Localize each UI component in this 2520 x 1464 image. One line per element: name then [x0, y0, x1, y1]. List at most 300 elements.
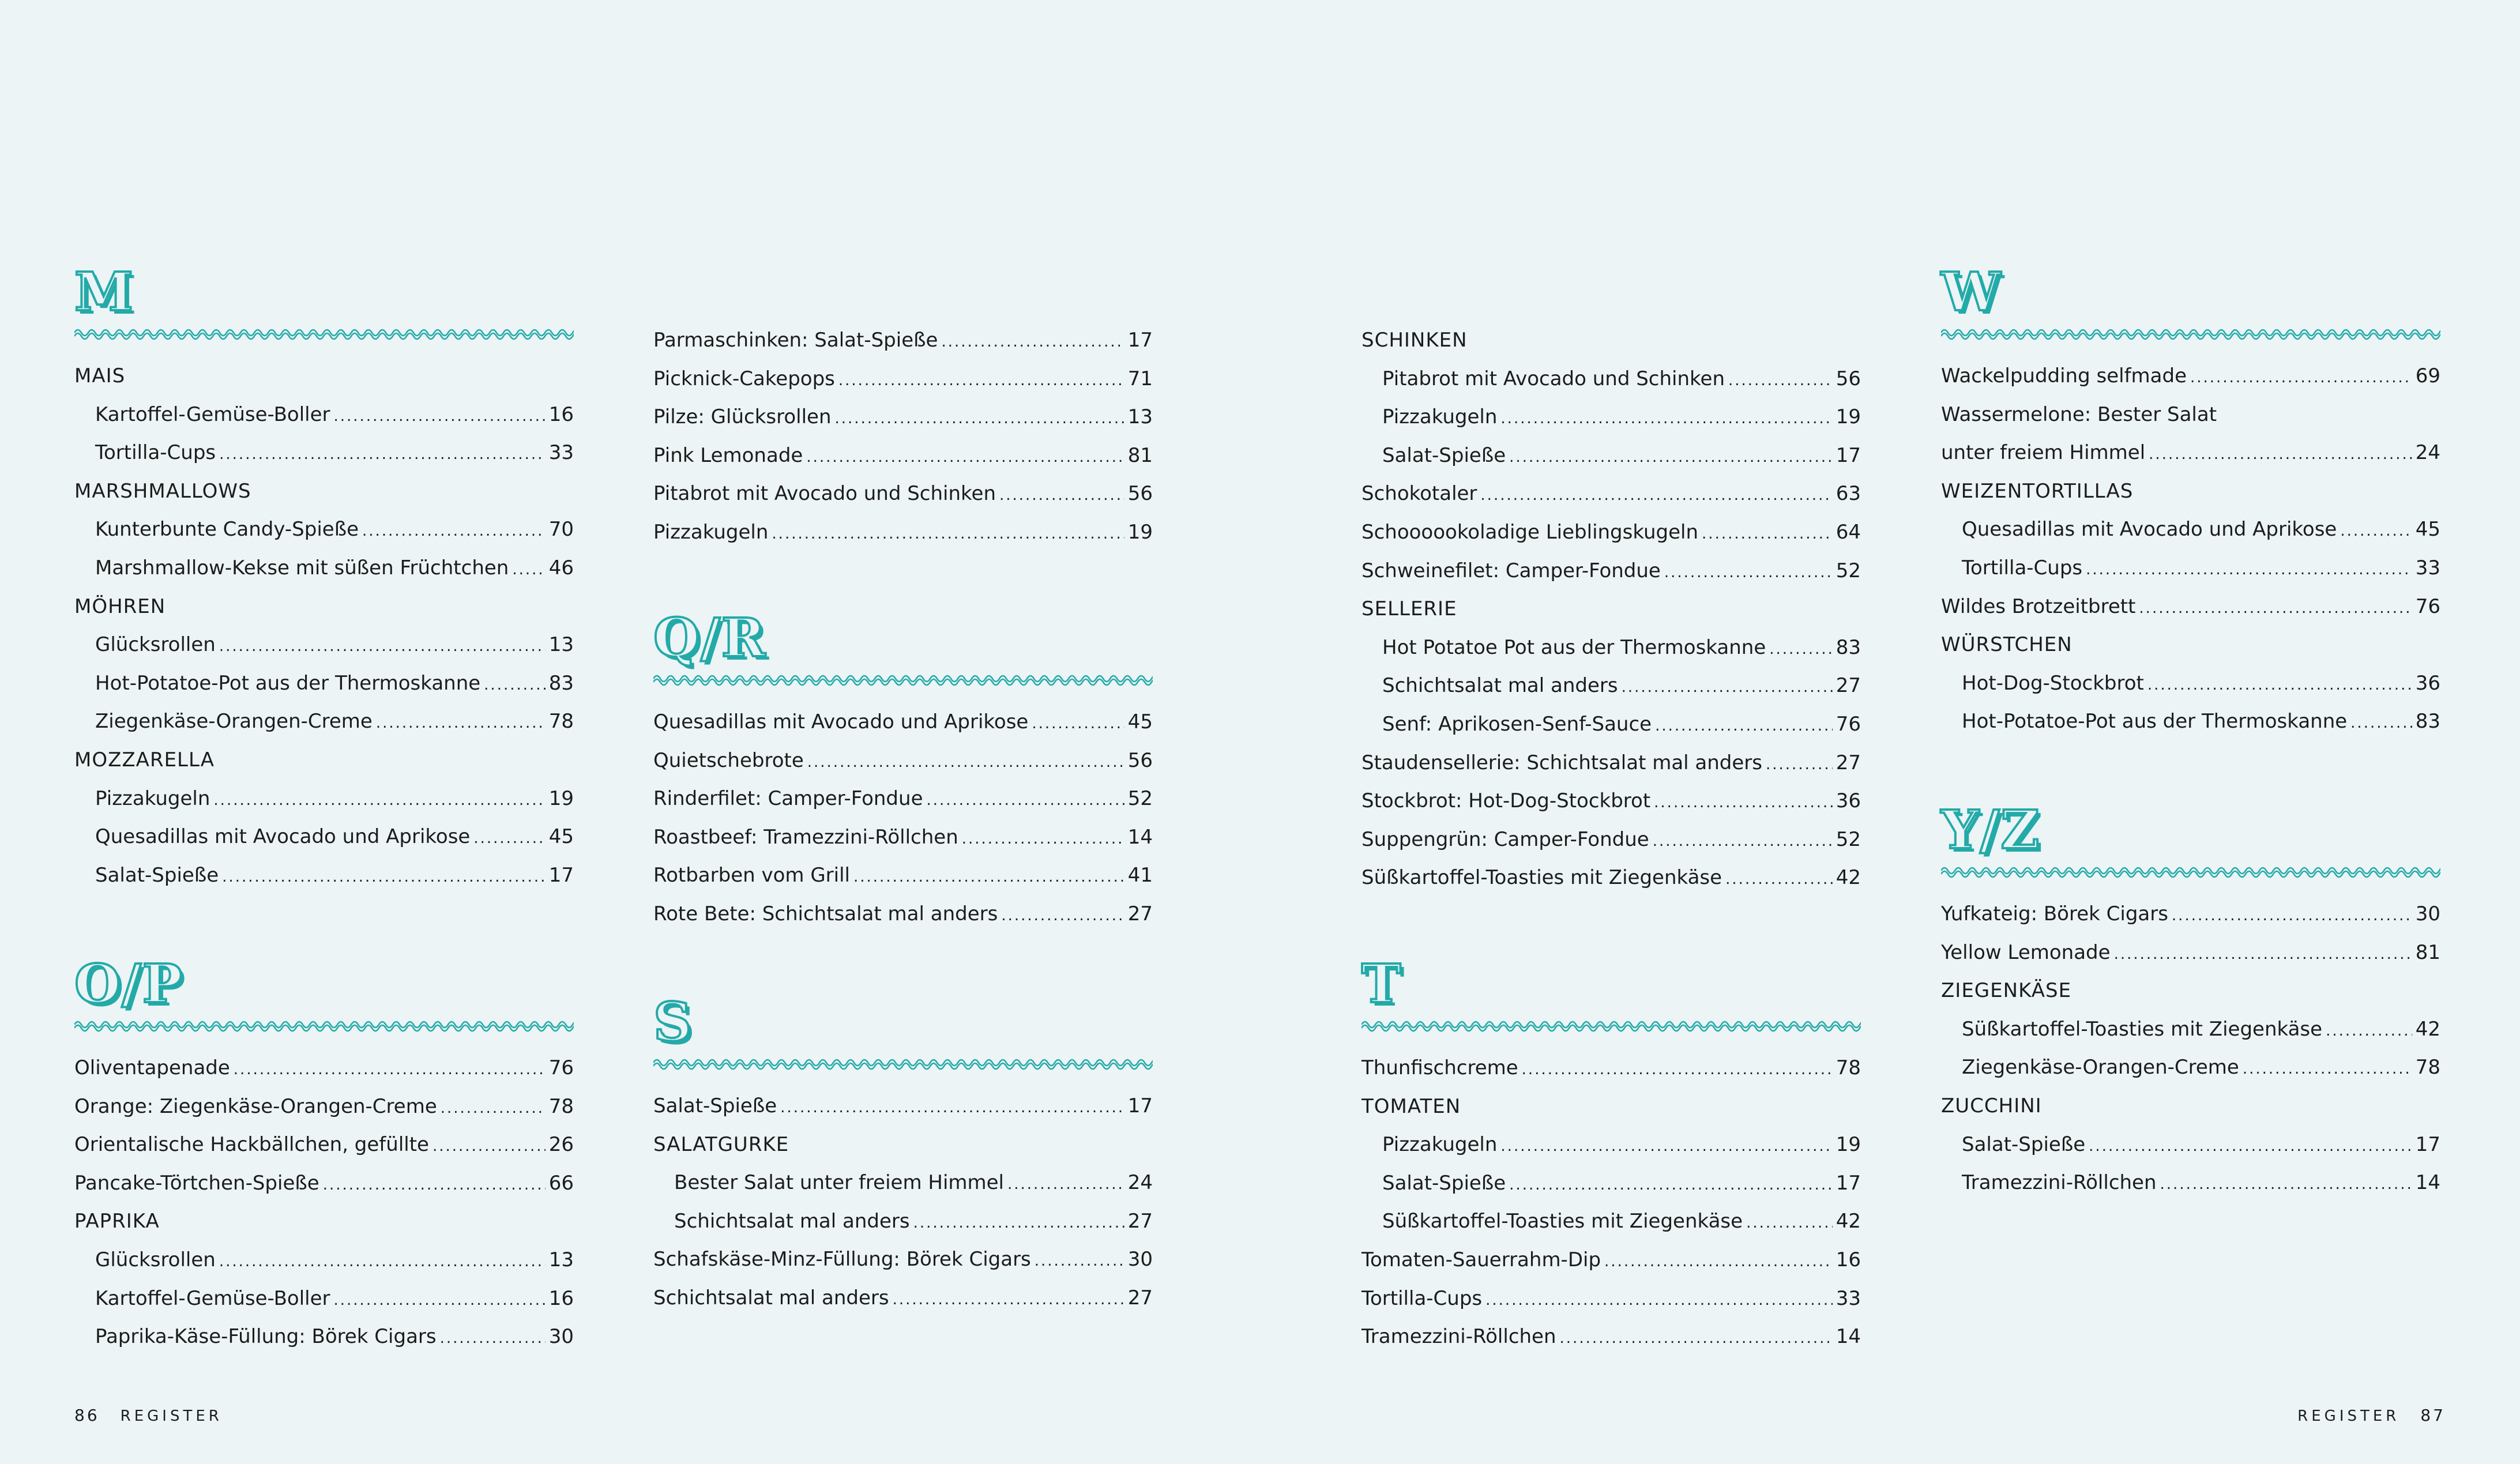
- entry-page-number: 71: [1127, 367, 1153, 390]
- entry-page-number: 78: [548, 1094, 574, 1118]
- index-entry: [1962, 512, 2440, 547]
- entry-name: Picknick-Cakepops: [653, 367, 835, 390]
- entry-page-number: 17: [548, 863, 574, 887]
- entry-name: WEIZENTORTILLAS: [1941, 479, 2134, 503]
- leader-dots: [941, 325, 1124, 359]
- leader-dots: [222, 860, 546, 894]
- index-entry: [1941, 897, 2440, 931]
- entry-name: Glücksrollen: [95, 633, 216, 657]
- leader-dots: [234, 1052, 546, 1087]
- section-letter: O/P: [74, 953, 183, 1015]
- index-heading: [1941, 973, 2440, 1008]
- index-heading: [74, 474, 574, 509]
- entry-name: Tramezzini-Röllchen: [1962, 1171, 2157, 1195]
- leader-dots: [219, 1244, 546, 1279]
- leader-dots: [853, 860, 1124, 894]
- entry-name: Orange: Ziegenkäse-Orangen-Creme: [74, 1094, 437, 1118]
- entry-page-number: 30: [548, 1325, 574, 1349]
- entry-page-number: 78: [1836, 1056, 1861, 1079]
- entry-name: Tortilla-Cups: [1962, 556, 2083, 579]
- entry-name: SELLERIE: [1361, 597, 1457, 621]
- entry-name: Schichtsalat mal anders: [674, 1209, 910, 1233]
- leader-dots: [1032, 706, 1124, 741]
- entry-name: Thunfischcreme: [1361, 1056, 1518, 1079]
- entry-page-number: 63: [1836, 482, 1861, 506]
- entry-name: Wassermelone: Bester Salat: [1941, 402, 2217, 426]
- index-entry: [1361, 746, 1861, 780]
- index-entry: [1962, 1012, 2440, 1047]
- entry-page-number: 42: [1836, 1210, 1861, 1233]
- entry-name: Parmaschinken: Salat-Spieße: [653, 329, 938, 352]
- entry-name: Quesadillas mit Avocado und Aprikose: [95, 825, 471, 849]
- leader-dots: [1654, 785, 1833, 820]
- wavy-divider: [1941, 865, 2440, 879]
- entry-name: Süßkartoffel-Toasties mit Ziegenkäse: [1962, 1017, 2323, 1041]
- index-entry: [95, 551, 574, 585]
- leader-dots: [913, 1206, 1124, 1240]
- entry-name: Pitabrot mit Avocado und Schinken: [1382, 367, 1725, 390]
- leader-dots: [362, 514, 546, 548]
- entry-name: SCHINKEN: [1361, 329, 1468, 352]
- entry-name: Pilze: Glücksrollen: [653, 405, 832, 429]
- entry-name: Yufkateig: Börek Cigars: [1941, 902, 2168, 925]
- index-entry: [653, 1242, 1153, 1277]
- entry-name: Salat-Spieße: [1382, 1171, 1506, 1195]
- entry-page-number: 24: [1127, 1171, 1153, 1195]
- entry-name: Bester Salat unter freiem Himmel: [674, 1171, 1004, 1195]
- index-entry: [74, 1051, 574, 1085]
- entry-page-number: 36: [1836, 789, 1861, 813]
- entry-name: Quietschebrote: [653, 748, 804, 772]
- entry-name: Schoooookoladige Lieblingskugeln: [1361, 521, 1699, 544]
- entry-name: ZUCCHINI: [1941, 1094, 2042, 1117]
- index-entry: [1382, 1204, 1861, 1239]
- index-entry: [1941, 397, 2440, 432]
- leader-dots: [893, 1282, 1124, 1317]
- page-number-left: 86: [74, 1406, 100, 1425]
- leader-dots: [999, 478, 1124, 513]
- entry-name: Pizzakugeln: [653, 521, 769, 544]
- leader-dots: [473, 821, 545, 856]
- entry-name: Schokotaler: [1361, 482, 1477, 506]
- entry-name: Kartoffel-Gemüse-Boller: [95, 402, 330, 426]
- entry-name: Quesadillas mit Avocado und Aprikose: [653, 710, 1029, 733]
- entry-name: Salat-Spieße: [653, 1094, 777, 1117]
- index-entry: [1382, 400, 1861, 434]
- index-entry: [1962, 1050, 2440, 1085]
- entry-name: Yellow Lemonade: [1941, 940, 2111, 964]
- entry-page-number: 19: [1127, 521, 1153, 544]
- leader-dots: [2340, 514, 2412, 548]
- leader-dots: [807, 745, 1124, 780]
- footer-label-right: REGISTER: [2297, 1407, 2400, 1425]
- entry-page-number: 14: [1127, 825, 1153, 849]
- wavy-divider: [653, 673, 1153, 687]
- entry-page-number: 33: [1836, 1286, 1861, 1310]
- index-entry: [95, 1243, 574, 1277]
- index-heading: [1361, 1089, 1861, 1124]
- index-entry: [1962, 704, 2440, 739]
- index-entry: [653, 705, 1153, 739]
- entry-page-number: 36: [2415, 671, 2440, 695]
- leader-dots: [512, 552, 545, 587]
- index-entry: [1361, 476, 1861, 511]
- index-heading: [653, 1127, 1153, 1162]
- index-entry: [674, 1204, 1153, 1239]
- leader-dots: [441, 1091, 546, 1126]
- entry-page-number: 78: [548, 710, 574, 733]
- entry-name: ZIEGENKÄSE: [1941, 979, 2072, 1003]
- entry-name: Pizzakugeln: [95, 786, 210, 810]
- entry-name: Staudensellerie: Schichtsalat mal anders: [1361, 751, 1762, 774]
- entry-page-number: 56: [1836, 367, 1861, 390]
- index-entry: [1941, 935, 2440, 970]
- entry-name: Tortilla-Cups: [1361, 1286, 1483, 1310]
- index-entry: [95, 819, 574, 854]
- index-entry: [1361, 1051, 1861, 1085]
- leader-dots: [484, 668, 546, 702]
- entry-page-number: 27: [1127, 902, 1153, 925]
- entry-page-number: 19: [1836, 1133, 1861, 1157]
- leader-dots: [1007, 1167, 1124, 1202]
- index-entry: [1361, 1319, 1861, 1354]
- index-heading: [74, 359, 574, 393]
- leader-dots: [440, 1321, 546, 1356]
- entry-page-number: 33: [2415, 556, 2440, 579]
- entry-name: Salat-Spieße: [1962, 1132, 2086, 1156]
- index-entry: [1962, 666, 2440, 701]
- index-entry: [95, 397, 574, 432]
- index-entry: [95, 1281, 574, 1316]
- entry-page-number: 26: [548, 1133, 574, 1157]
- entry-name: Pitabrot mit Avocado und Schinken: [653, 482, 996, 506]
- entry-page-number: 83: [548, 671, 574, 695]
- index-entry: [653, 362, 1153, 396]
- index-entry: [1941, 359, 2440, 393]
- entry-name: Rinderfilet: Camper-Fondue: [653, 787, 923, 811]
- leader-dots: [1001, 898, 1124, 933]
- leader-dots: [1035, 1244, 1124, 1278]
- leader-dots: [1604, 1244, 1833, 1279]
- leader-dots: [2114, 937, 2412, 972]
- entry-page-number: 45: [1127, 710, 1153, 733]
- index-entry: [653, 476, 1153, 511]
- entry-page-number: 83: [2415, 710, 2440, 733]
- entry-page-number: 46: [548, 556, 574, 579]
- entry-page-number: 17: [1127, 1094, 1153, 1117]
- entry-name: Quesadillas mit Avocado und Aprikose: [1962, 518, 2337, 541]
- leader-dots: [2243, 1052, 2412, 1086]
- index-entry: [1941, 435, 2440, 470]
- entry-page-number: 52: [1836, 559, 1861, 582]
- entry-name: Paprika-Käse-Füllung: Börek Cigars: [95, 1325, 437, 1349]
- leader-dots: [1664, 555, 1833, 590]
- entry-name: Hot-Potatoe-Pot aus der Thermoskanne: [95, 671, 481, 695]
- leader-dots: [806, 440, 1124, 475]
- entry-page-number: 52: [1836, 827, 1861, 851]
- section-letter: M: [74, 261, 134, 323]
- leader-dots: [1766, 747, 1833, 782]
- index-entry: [1962, 551, 2440, 585]
- entry-name: Tramezzini-Röllchen: [1361, 1325, 1556, 1349]
- leader-dots: [1560, 1321, 1833, 1356]
- index-entry: [653, 897, 1153, 931]
- entry-name: Schafskäse-Minz-Füllung: Börek Cigars: [653, 1248, 1031, 1271]
- index-entry: [1361, 860, 1861, 895]
- entry-page-number: 13: [548, 1248, 574, 1271]
- index-entry: [1962, 1165, 2440, 1200]
- entry-page-number: 70: [548, 518, 574, 541]
- index-entry: [1361, 784, 1861, 818]
- entry-name: Pizzakugeln: [1382, 1133, 1498, 1157]
- entry-name: Roastbeef: Tramezzini-Röllchen: [653, 825, 958, 849]
- entry-name: Suppengrün: Camper-Fondue: [1361, 827, 1649, 851]
- entry-name: PAPRIKA: [74, 1210, 160, 1233]
- index-entry: [1361, 554, 1861, 588]
- index-entry: [74, 1127, 574, 1162]
- index-entry: [1361, 822, 1861, 857]
- entry-page-number: 83: [1836, 635, 1861, 659]
- index-entry: [653, 1089, 1153, 1123]
- wavy-divider: [1941, 328, 2440, 341]
- wavy-divider: [74, 1019, 574, 1033]
- index-entry: [1382, 1127, 1861, 1162]
- entry-page-number: 17: [1127, 329, 1153, 352]
- entry-page-number: 76: [2415, 594, 2440, 618]
- index-entry: [1382, 707, 1861, 742]
- entry-page-number: 17: [1836, 443, 1861, 467]
- entry-name: Ziegenkäse-Orangen-Creme: [1962, 1056, 2239, 1079]
- entry-page-number: 66: [548, 1171, 574, 1195]
- entry-page-number: 76: [1836, 713, 1861, 736]
- entry-page-number: 14: [1836, 1325, 1861, 1349]
- index-entry: [1382, 438, 1861, 473]
- leader-dots: [1725, 862, 1833, 897]
- leader-dots: [2089, 1129, 2412, 1164]
- index-entry: [74, 1089, 574, 1124]
- entry-name: Hot-Dog-Stockbrot: [1962, 671, 2144, 695]
- leader-dots: [2086, 552, 2412, 587]
- entry-name: Schweinefilet: Camper-Fondue: [1361, 559, 1661, 582]
- entry-name: Ziegenkäse-Orangen-Creme: [95, 710, 373, 733]
- section-letter: Y/Z: [1941, 799, 2041, 861]
- entry-name: SALATGURKE: [653, 1132, 789, 1156]
- leader-dots: [334, 1283, 546, 1318]
- entry-page-number: 19: [1836, 405, 1861, 429]
- index-entry: [653, 858, 1153, 893]
- leader-dots: [334, 399, 546, 434]
- leader-dots: [2350, 706, 2412, 740]
- index-entry: [1962, 1127, 2440, 1162]
- index-heading: [1941, 627, 2440, 662]
- entry-page-number: 27: [1836, 674, 1861, 698]
- entry-name: Wackelpudding selfmade: [1941, 364, 2187, 387]
- index-entry: [674, 1165, 1153, 1200]
- index-heading: [74, 1204, 574, 1239]
- index-entry: [653, 438, 1153, 473]
- entry-name: Hot-Potatoe-Pot aus der Thermoskanne: [1962, 710, 2348, 733]
- entry-name: Senf: Aprikosen-Senf-Sauce: [1382, 713, 1652, 736]
- index-heading: [74, 743, 574, 777]
- entry-page-number: 13: [1127, 405, 1153, 429]
- entry-name: Tortilla-Cups: [95, 441, 216, 465]
- leader-dots: [1622, 670, 1833, 705]
- entry-name: Wildes Brotzeitbrett: [1941, 594, 2136, 618]
- wavy-divider: [653, 1057, 1153, 1071]
- entry-name: WÜRSTCHEN: [1941, 633, 2073, 657]
- leader-dots: [1509, 440, 1833, 475]
- page-number-right: 87: [2420, 1406, 2446, 1425]
- index-entry: [95, 704, 574, 739]
- entry-name: Salat-Spieße: [1382, 443, 1506, 467]
- leader-dots: [1769, 632, 1832, 667]
- entry-page-number: 64: [1836, 521, 1861, 544]
- index-entry: [95, 858, 574, 893]
- entry-page-number: 27: [1127, 1286, 1153, 1309]
- index-heading: [1941, 474, 2440, 509]
- entry-name: Tomaten-Sauerrahm-Dip: [1361, 1248, 1601, 1271]
- index-entry: [1382, 630, 1861, 665]
- leader-dots: [1655, 709, 1833, 743]
- entry-name: Stockbrot: Hot-Dog-Stockbrot: [1361, 789, 1651, 813]
- entry-page-number: 17: [1836, 1171, 1861, 1195]
- entry-name: MAIS: [74, 364, 126, 387]
- leader-dots: [962, 822, 1124, 856]
- index-entry: [653, 515, 1153, 550]
- entry-name: MARSHMALLOWS: [74, 479, 251, 503]
- index-entry: [1361, 1281, 1861, 1316]
- leader-dots: [772, 517, 1124, 551]
- entry-page-number: 19: [548, 786, 574, 810]
- index-entry: [653, 743, 1153, 778]
- section-letter: T: [1361, 953, 1402, 1015]
- entry-page-number: 69: [2415, 364, 2440, 387]
- leader-dots: [2190, 360, 2412, 395]
- index-entry: [95, 435, 574, 470]
- entry-page-number: 45: [548, 825, 574, 849]
- leader-dots: [926, 783, 1124, 818]
- entry-name: Schichtsalat mal anders: [1382, 674, 1618, 698]
- entry-page-number: 16: [548, 402, 574, 426]
- leader-dots: [2326, 1014, 2412, 1048]
- footer-label-left: REGISTER: [120, 1407, 223, 1425]
- index-entry: [95, 781, 574, 816]
- index-entry: [1361, 515, 1861, 550]
- entry-name: Rotbarben vom Grill: [653, 864, 850, 887]
- section-letter: S: [653, 991, 693, 1053]
- index-entry: [653, 323, 1153, 357]
- entry-page-number: 41: [1127, 864, 1153, 887]
- index-entry: [95, 1319, 574, 1354]
- entry-page-number: 56: [1127, 482, 1153, 506]
- entry-name: Marshmallow-Kekse mit süßen Früchtchen: [95, 556, 509, 579]
- entry-name: Oliventapenade: [74, 1056, 230, 1079]
- entry-name: Süßkartoffel-Toasties mit Ziegenkäse: [1361, 866, 1722, 890]
- entry-page-number: 78: [2415, 1056, 2440, 1079]
- index-entry: [1941, 589, 2440, 624]
- entry-page-number: 56: [1127, 748, 1153, 772]
- index-heading: [1941, 1089, 2440, 1123]
- entry-name: Hot Potatoe Pot aus der Thermoskanne: [1382, 635, 1766, 659]
- leader-dots: [2149, 437, 2412, 472]
- leader-dots: [1480, 478, 1832, 513]
- index-entry: [653, 820, 1153, 855]
- index-entry: [653, 400, 1153, 434]
- leader-dots: [432, 1129, 546, 1164]
- leader-dots: [1702, 517, 1833, 551]
- index-entry: [653, 781, 1153, 816]
- entry-page-number: 30: [1127, 1248, 1153, 1271]
- index-entry: [1361, 1243, 1861, 1277]
- entry-page-number: 24: [2415, 441, 2440, 465]
- leader-dots: [213, 783, 545, 818]
- leader-dots: [2147, 668, 2412, 702]
- leader-dots: [1653, 824, 1833, 859]
- entry-name: Süßkartoffel-Toasties mit Ziegenkäse: [1382, 1210, 1743, 1233]
- leader-dots: [219, 437, 546, 472]
- entry-name: Orientalische Hackbällchen, gefüllte: [74, 1133, 429, 1157]
- index-entry: [95, 512, 574, 547]
- entry-name: Pizzakugeln: [1382, 405, 1498, 429]
- index-heading: [1361, 323, 1861, 357]
- leader-dots: [219, 629, 546, 664]
- index-entry: [95, 627, 574, 662]
- entry-name: Salat-Spieße: [95, 863, 219, 887]
- index-entry: [653, 1281, 1153, 1315]
- entry-name: TOMATEN: [1361, 1094, 1461, 1118]
- entry-name: unter freiem Himmel: [1941, 441, 2146, 465]
- leader-dots: [835, 401, 1124, 436]
- index-entry: [74, 1166, 574, 1200]
- entry-page-number: 27: [1127, 1209, 1153, 1233]
- entry-name: Pink Lemonade: [653, 443, 803, 467]
- entry-name: MOZZARELLA: [74, 748, 215, 771]
- leader-dots: [376, 706, 546, 740]
- wavy-divider: [1361, 1019, 1861, 1033]
- section-letter: W: [1941, 261, 2002, 323]
- leader-dots: [838, 363, 1124, 398]
- entry-page-number: 14: [2415, 1171, 2440, 1195]
- entry-page-number: 17: [2415, 1132, 2440, 1156]
- entry-name: Kunterbunte Candy-Spieße: [95, 518, 359, 541]
- entry-page-number: 33: [548, 441, 574, 465]
- entry-page-number: 42: [2415, 1017, 2440, 1041]
- leader-dots: [2160, 1167, 2412, 1202]
- leader-dots: [1728, 363, 1833, 398]
- index-entry: [1382, 668, 1861, 703]
- entry-page-number: 16: [548, 1286, 574, 1310]
- footer-left: [74, 1406, 223, 1425]
- entry-name: Rote Bete: Schichtsalat mal anders: [653, 902, 998, 925]
- index-heading: [1361, 592, 1861, 626]
- entry-name: Pancake-Törtchen-Spieße: [74, 1171, 319, 1195]
- leader-dots: [1500, 401, 1832, 436]
- entry-page-number: 27: [1836, 751, 1861, 774]
- entry-page-number: 76: [548, 1056, 574, 1079]
- entry-name: Glücksrollen: [95, 1248, 216, 1271]
- leader-dots: [1500, 1129, 1832, 1164]
- leader-dots: [1522, 1052, 1833, 1087]
- leader-dots: [2172, 898, 2412, 933]
- leader-dots: [1485, 1283, 1833, 1318]
- entry-page-number: 81: [1127, 443, 1153, 467]
- entry-page-number: 45: [2415, 518, 2440, 541]
- entry-name: Schichtsalat mal anders: [653, 1286, 889, 1309]
- entry-page-number: 52: [1127, 787, 1153, 811]
- footer-right: [2297, 1406, 2446, 1425]
- leader-dots: [780, 1090, 1124, 1125]
- leader-dots: [1509, 1168, 1833, 1202]
